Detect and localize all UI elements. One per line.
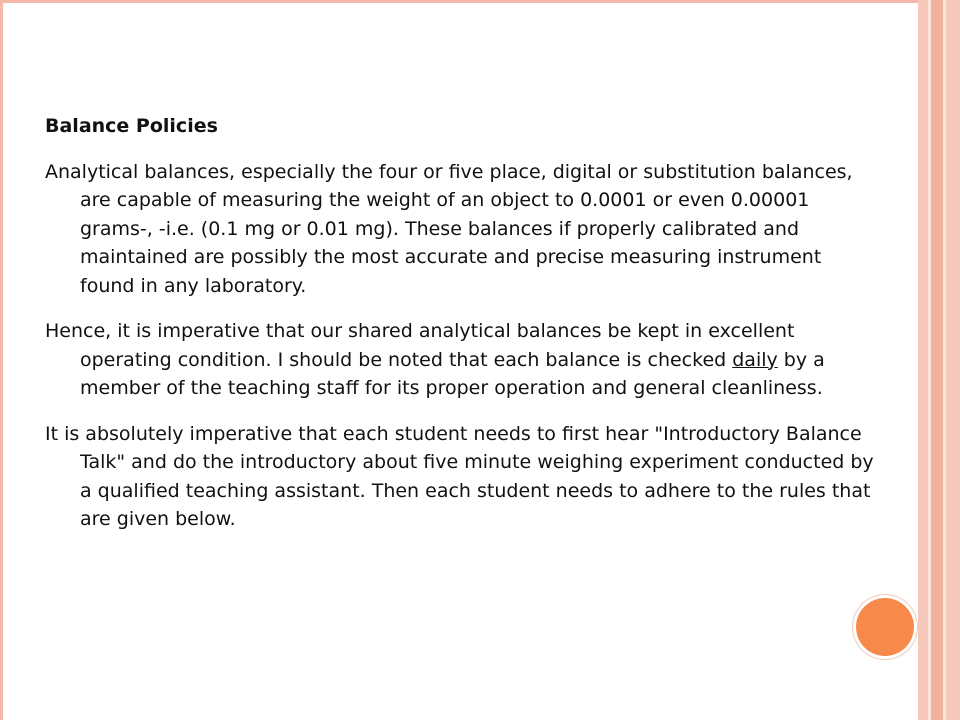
decorative-stripe bbox=[946, 0, 960, 720]
paragraph-operating-condition bbox=[45, 317, 875, 403]
decorative-circle bbox=[856, 598, 914, 656]
paragraph-analytical-balances: Analytical balances, especially the four or five place, digital or substitution balances, are capable of measuring the weight of an object to 0.0001 or even 0.00001 grams-, -i.e. (0.1 mg or 0.01 mg). These balances if properly calibrated and maintained are possibly the most accurate and precise measuring instrument found in any laboratory. bbox=[45, 160, 853, 297]
paragraph-balance-talk: It is absolutely imperative that each student needs to first hear "Introductory Balance Talk" and do the introductory about five minute weighing experiment conducted by a qualified teaching assistant. Then each student needs to adhere to the rules that are given below. bbox=[45, 422, 874, 530]
decorative-stripe bbox=[918, 0, 928, 720]
paragraph-text: Hence, it is imperative that our shared analytical balances be kept in excellent operating condition. I should be noted that each balance is checked bbox=[45, 320, 795, 371]
paragraph-text: by a member of the teaching staff for its proper operation and general cleanliness. bbox=[80, 348, 825, 399]
slide-title: Balance Policies bbox=[45, 115, 218, 137]
underlined-word-daily: daily bbox=[732, 348, 778, 371]
slide-content bbox=[45, 112, 875, 551]
decorative-stripe bbox=[931, 0, 943, 720]
